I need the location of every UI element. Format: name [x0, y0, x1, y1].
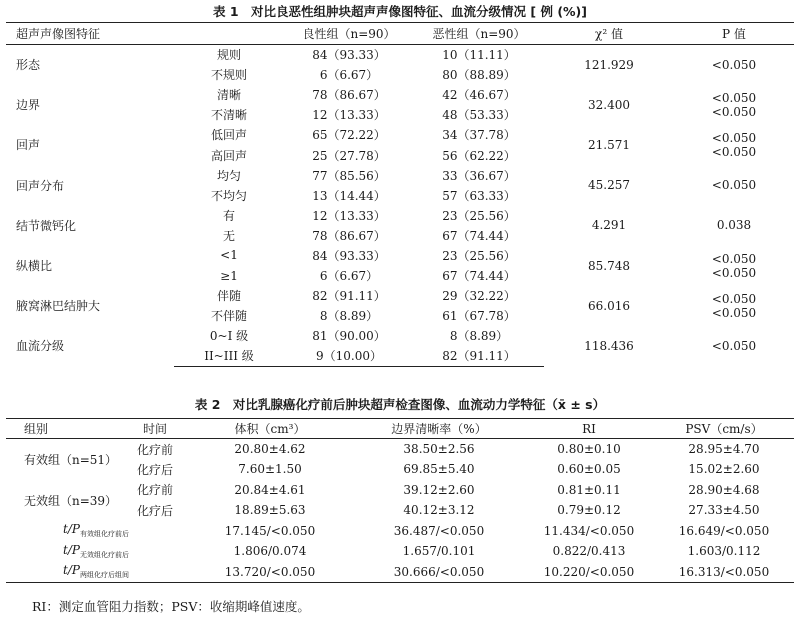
p-value-cell [674, 286, 794, 326]
category-cell: 低回声 [210, 128, 247, 143]
stat-label-cell [6, 562, 186, 583]
category-cell: ≥1 [220, 268, 238, 283]
table2-header-time: 时间 [124, 419, 186, 439]
malignant-cell: 48（53.33） [442, 108, 516, 123]
chi2-cell: 32.400 [588, 97, 630, 112]
table2-caption: 表 2 对比乳腺癌化疗前后肿块超声检查图像、血流动力学特征（x̄ ± s） [194, 397, 606, 412]
category-cell: 伴随 [216, 289, 241, 304]
table1-row [6, 326, 794, 346]
chi2-cell: 121.929 [584, 57, 634, 72]
group-cell: 有效组（n=51） [24, 452, 118, 467]
stat-label: t/P [63, 563, 80, 577]
table2-header-ri: RI [524, 419, 654, 439]
ri-cell: 0.81±0.11 [557, 482, 621, 497]
table2-header-group: 组别 [6, 419, 124, 439]
category-cell: II~III 级 [174, 346, 284, 366]
feature-cell: 纵横比 [16, 259, 53, 274]
volume-cell: 20.84±4.61 [234, 482, 306, 497]
table2-row [6, 439, 794, 460]
table1-row [6, 205, 794, 225]
p-value: <0.050 [711, 338, 757, 353]
table2-header-psv: PSV（cm/s） [654, 419, 794, 439]
psv-cell: 27.33±4.50 [688, 503, 760, 518]
benign-cell: 77（85.56） [312, 168, 386, 183]
malignant-cell: 8（8.89） [449, 329, 509, 344]
p-value: <0.050 [711, 265, 757, 280]
table1-row [6, 245, 794, 265]
table1-caption: 表 1 对比良恶性组肿块超声声像图特征、血流分级情况 [ 例 (%)] [213, 4, 587, 19]
psv-cell: 28.90±4.68 [688, 482, 760, 497]
category-cell: 不清晰 [210, 108, 247, 123]
clarity-cell: 36.487/<0.050 [393, 523, 485, 538]
benign-cell: 8（8.89） [319, 309, 379, 324]
volume-cell: 13.720/<0.050 [186, 562, 354, 583]
volume-cell: 20.80±4.62 [234, 442, 306, 456]
clarity-cell: 69.85±5.40 [403, 462, 475, 477]
table2-stat-row [6, 541, 794, 562]
table1-header-chi2: χ² 值 [544, 23, 674, 45]
table1-header-feature: 超声声像图特征 [6, 23, 174, 45]
table1-row [6, 45, 794, 65]
psv-cell: 28.95±4.70 [688, 442, 760, 456]
clarity-cell: 1.657/0.101 [402, 544, 476, 559]
benign-cell: 65（72.22） [312, 128, 386, 143]
p-value: <0.050 [711, 90, 757, 105]
p-value: <0.050 [711, 144, 757, 159]
table1-row [6, 165, 794, 185]
ri-cell: 0.80±0.10 [557, 442, 621, 456]
volume-cell: 17.145/<0.050 [224, 523, 316, 538]
stat-label-subscript: 有效组化疗前后 [79, 530, 129, 539]
benign-cell: 78（86.67） [312, 88, 386, 103]
category-cell: <1 [220, 248, 238, 263]
table1-header-row [6, 23, 794, 45]
chi2-cell: 85.748 [588, 258, 630, 273]
category-cell: 无 [222, 228, 235, 243]
volume-cell: 7.60±1.50 [238, 462, 302, 477]
clarity-cell: 30.666/<0.050 [354, 562, 524, 583]
table1-header-malignant: 恶性组（n=90） [414, 23, 544, 45]
p-value: <0.050 [711, 291, 757, 306]
table2-row [6, 480, 794, 501]
benign-cell: 84（93.33） [312, 248, 386, 263]
benign-cell: 78（86.67） [312, 228, 386, 243]
malignant-cell: 67（74.44） [442, 269, 516, 284]
malignant-cell: 29（32.22） [442, 289, 516, 304]
benign-cell: 6（6.67） [319, 68, 379, 83]
psv-cell: 16.649/<0.050 [678, 523, 770, 538]
clarity-cell: 39.12±2.60 [403, 482, 475, 497]
p-value: <0.050 [711, 251, 757, 266]
p-value-cell [674, 245, 794, 285]
table2-body [6, 439, 794, 583]
malignant-cell: 61（67.78） [442, 309, 516, 324]
malignant-cell: 56（62.22） [442, 148, 516, 163]
malignant-cell: 82（91.11） [414, 346, 544, 366]
benign-cell: 25（27.78） [312, 148, 386, 163]
feature-cell: 回声分布 [16, 178, 65, 193]
p-value: <0.050 [711, 305, 757, 320]
ri-cell: 10.220/<0.050 [524, 562, 654, 583]
benign-cell: 13（14.44） [312, 188, 386, 203]
category-cell: 不伴随 [210, 309, 247, 324]
feature-cell: 回声 [16, 138, 41, 153]
time-cell: 化疗后 [136, 462, 173, 477]
feature-cell: 血流分级 [16, 339, 65, 354]
category-cell: 规则 [216, 48, 241, 63]
p-value: 0.038 [716, 218, 752, 233]
table2-row [6, 500, 794, 521]
table1-header-category [174, 23, 284, 45]
chi2-cell: 4.291 [591, 218, 627, 233]
feature-cell: 形态 [16, 58, 41, 73]
stat-label-cell [6, 541, 186, 562]
table2-stat-row [6, 562, 794, 583]
table1-row [6, 85, 794, 105]
benign-cell: 82（91.11） [312, 289, 386, 304]
ri-cell: 0.60±0.05 [557, 462, 621, 477]
p-value-cell [674, 326, 794, 366]
volume-cell: 18.89±5.63 [234, 503, 306, 518]
category-cell: 高回声 [210, 148, 247, 163]
category-cell: 有 [222, 208, 235, 223]
table1-body [6, 45, 794, 367]
category-cell: 不规则 [210, 68, 247, 83]
p-value-cell [674, 45, 794, 85]
psv-cell: 15.02±2.60 [688, 462, 760, 477]
stat-label-subscript: 无效组化疗前后 [79, 550, 129, 559]
malignant-cell: 23（25.56） [442, 208, 516, 223]
feature-cell: 边界 [16, 98, 41, 113]
p-value: <0.050 [711, 130, 757, 145]
clarity-cell: 38.50±2.56 [403, 442, 475, 456]
p-value: <0.050 [711, 104, 757, 119]
table2-header-clarity: 边界清晰率（%） [354, 419, 524, 439]
p-value-cell [674, 205, 794, 245]
malignant-cell: 42（46.67） [442, 88, 516, 103]
benign-cell: 12（13.33） [312, 208, 386, 223]
benign-cell: 84（93.33） [312, 48, 386, 63]
clarity-cell: 40.12±3.12 [403, 503, 475, 518]
p-value: <0.050 [711, 57, 757, 72]
psv-cell: 16.313/<0.050 [654, 562, 794, 583]
malignant-cell: 67（74.44） [442, 228, 516, 243]
p-value-cell [674, 125, 794, 165]
stat-label: t/P [63, 542, 80, 557]
time-cell: 化疗后 [136, 503, 173, 518]
category-cell: 0~I 级 [209, 329, 249, 344]
chi2-cell: 118.436 [584, 338, 634, 353]
group-cell: 无效组（n=39） [24, 493, 118, 508]
p-value: <0.050 [711, 178, 757, 193]
stat-label-cell [6, 521, 186, 542]
table1-header-p: P 值 [674, 23, 794, 45]
table2 [6, 418, 794, 583]
benign-cell: 9（10.00） [284, 346, 414, 366]
feature-cell: 腋窝淋巴结肿大 [16, 299, 101, 314]
table2-header-volume: 体积（cm³） [186, 419, 354, 439]
chi2-cell: 21.571 [588, 137, 630, 152]
chi2-cell: 45.257 [588, 178, 630, 193]
volume-cell: 1.806/0.074 [233, 544, 307, 559]
table2-row [6, 459, 794, 480]
malignant-cell: 57（63.33） [442, 188, 516, 203]
table1-row [6, 286, 794, 306]
feature-cell: 结节微钙化 [16, 218, 77, 233]
p-value-cell [674, 85, 794, 125]
category-cell: 均匀 [216, 168, 241, 183]
category-cell: 清晰 [216, 88, 241, 103]
category-cell: 不均匀 [210, 188, 247, 203]
malignant-cell: 33（36.67） [442, 168, 516, 183]
benign-cell: 6（6.67） [319, 269, 379, 284]
benign-cell: 12（13.33） [312, 108, 386, 123]
malignant-cell: 23（25.56） [442, 248, 516, 263]
chi2-cell: 66.016 [588, 298, 630, 313]
footnote: RI：测定血管阻力指数；PSV：收缩期峰值速度。 [32, 599, 310, 614]
psv-cell: 1.603/0.112 [687, 544, 761, 559]
time-cell: 化疗前 [136, 442, 173, 457]
malignant-cell: 80（88.89） [442, 68, 516, 83]
ri-cell: 11.434/<0.050 [543, 523, 635, 538]
time-cell: 化疗前 [136, 483, 173, 498]
stat-label: t/P [63, 522, 80, 537]
malignant-cell: 34（37.78） [442, 128, 516, 143]
malignant-cell: 10（11.11） [442, 48, 516, 63]
p-value-cell [674, 165, 794, 205]
ri-cell: 0.822/0.413 [552, 544, 626, 559]
table1-row [6, 125, 794, 145]
table2-header-row [6, 419, 794, 439]
stat-label-subscript: 两组化疗后组间 [79, 571, 129, 579]
table1 [6, 22, 794, 367]
table1-header-benign: 良性组（n=90） [284, 23, 414, 45]
benign-cell: 81（90.00） [312, 329, 386, 344]
table2-stat-row [6, 521, 794, 542]
ri-cell: 0.79±0.12 [557, 503, 621, 518]
